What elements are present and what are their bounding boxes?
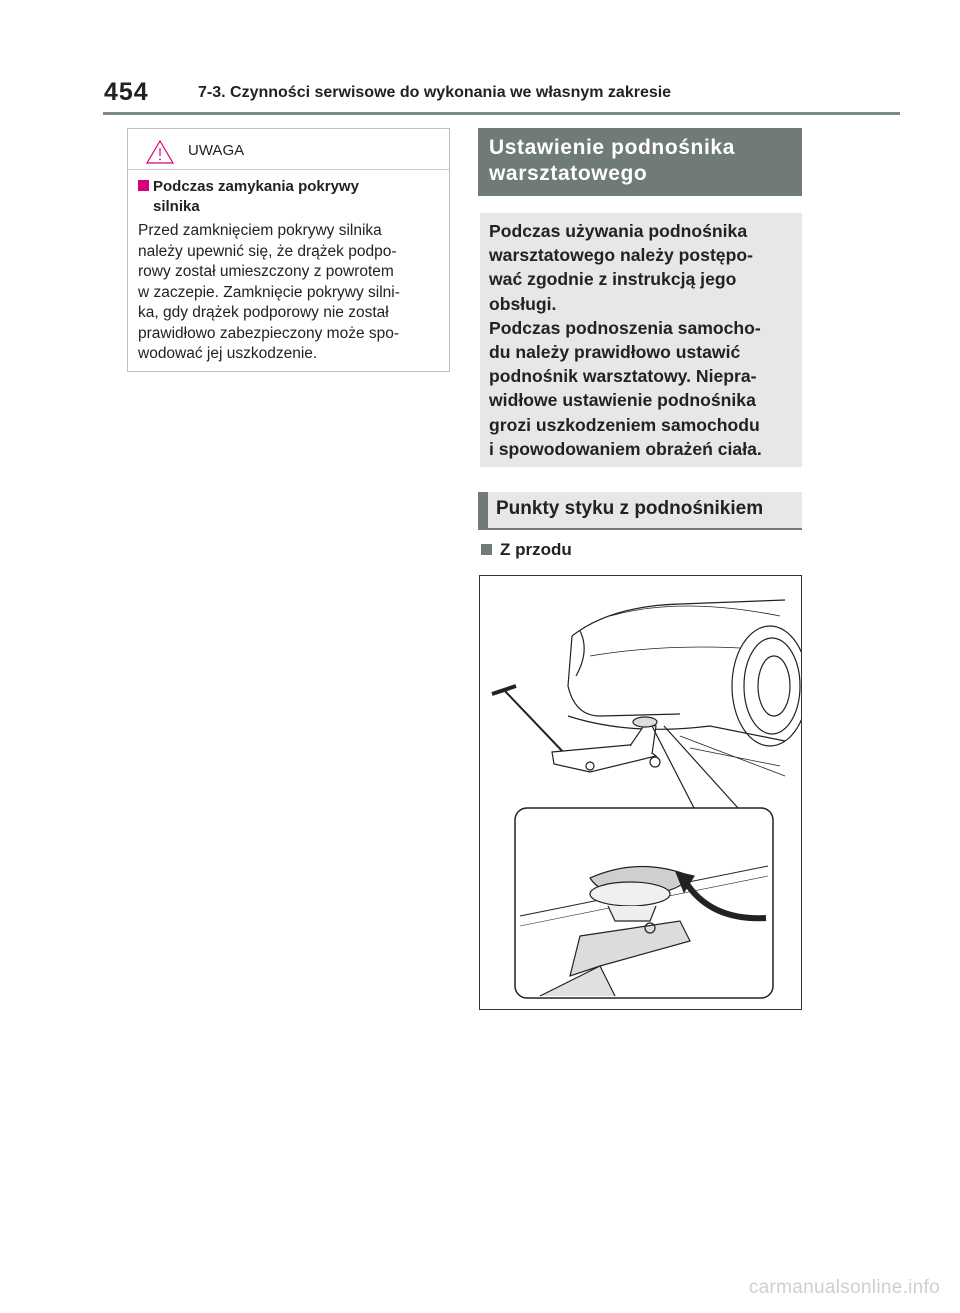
car-jack-diagram	[480, 576, 801, 1009]
caution-body-line: wodować jej uszkodzenie.	[138, 345, 318, 362]
jack-section-title	[478, 128, 802, 196]
jack-info-line: i spowodowaniem obrażeń ciała.	[489, 438, 762, 459]
front-item-label	[481, 540, 572, 560]
jack-info-box	[480, 213, 802, 467]
jack-info-line: du należy prawidłowo ustawić	[489, 342, 741, 363]
caution-body-line: należy upewnić się, że drążek podpo-	[138, 242, 397, 260]
jack-info-line: widłowe ustawienie podnośnika	[489, 390, 756, 411]
caution-box	[127, 128, 450, 372]
caution-subtitle	[138, 177, 438, 217]
warning-triangle-icon	[145, 139, 175, 165]
jack-title-line2: warsztatowego	[489, 162, 648, 185]
jack-title-line1: Ustawienie podnośnika	[489, 136, 735, 159]
caution-header	[128, 129, 449, 170]
caution-body-line: w zaczepie. Zamknięcie pokrywy silni-	[138, 283, 400, 301]
contact-points-title: Punkty styku z podnośnikiem	[478, 492, 802, 530]
bullet-square-icon	[481, 544, 492, 555]
page-number: 454	[104, 78, 149, 106]
caution-body-line: ka, gdy drążek podporowy nie został	[138, 304, 389, 321]
caution-body-line: rowy został umieszczony z powrotem	[138, 263, 394, 280]
caution-body-line: prawidłowo zabezpieczony może spo-	[138, 324, 400, 342]
jack-info-line: podnośnik warsztatowy. Niepra-	[489, 366, 757, 387]
jack-info-line: obsługi.	[489, 293, 557, 314]
caution-title: UWAGA	[188, 142, 245, 159]
caution-subtitle-line2: silnika	[153, 198, 200, 215]
jack-info-line: warsztatowego należy postępo-	[489, 245, 753, 266]
caution-body	[138, 221, 446, 365]
jack-info-line: Podczas podnoszenia samocho-	[489, 317, 761, 338]
caution-body-line: Przed zamknięciem pokrywy silnika	[138, 222, 382, 239]
caution-subtitle-line1: Podczas zamykania pokrywy	[153, 178, 359, 195]
jack-info-line: wać zgodnie z instrukcją jego	[489, 269, 737, 290]
section-header: 7-3. Czynności serwisowe do wykonania we własnym zakresie	[198, 84, 672, 101]
bullet-square-icon	[138, 180, 149, 191]
jack-illustration	[479, 575, 802, 1010]
watermark: carmanualsonline.info	[748, 1277, 940, 1298]
jack-info-line: grozi uszkodzeniem samochodu	[489, 414, 760, 435]
header-divider	[103, 112, 900, 115]
front-item-text: Z przodu	[500, 540, 572, 559]
jack-info-line: Podczas używania podnośnika	[489, 221, 748, 241]
